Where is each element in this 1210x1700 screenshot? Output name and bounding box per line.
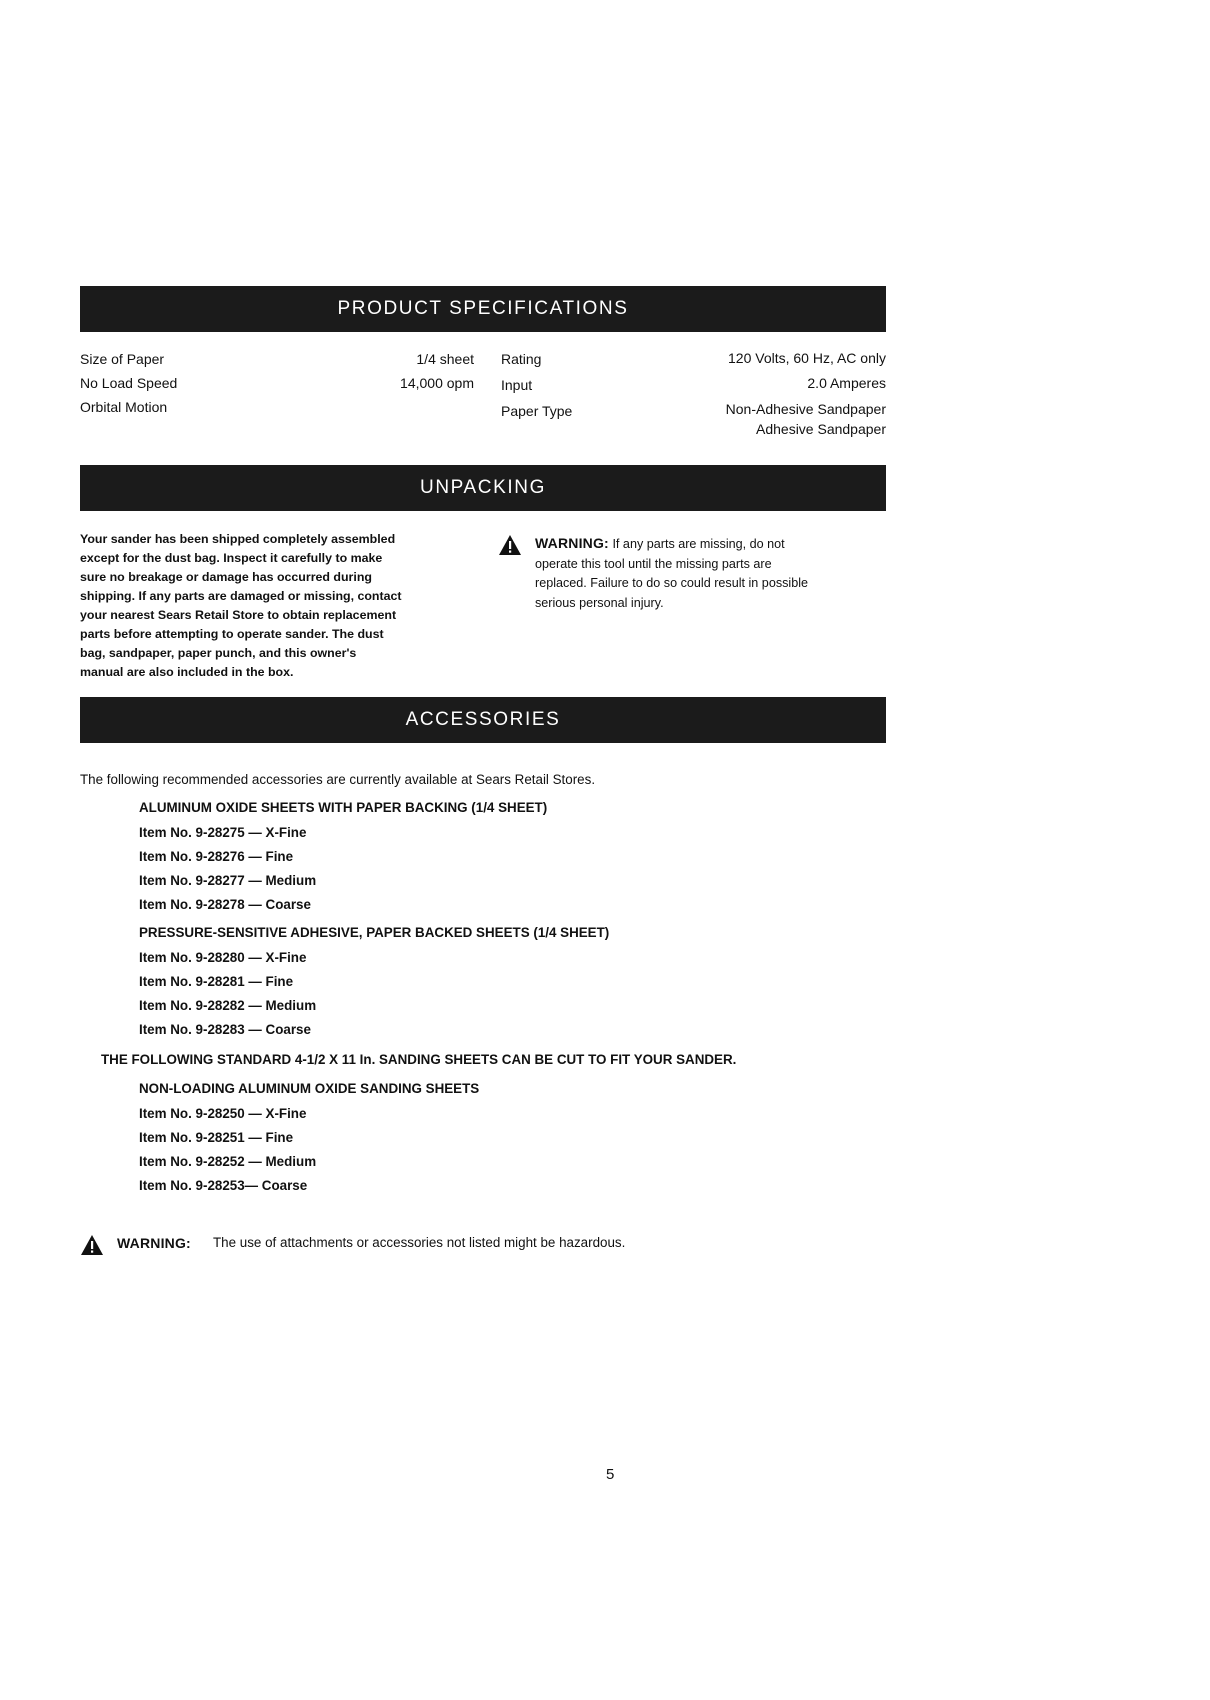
warning-text: replaced. Failure to do so could result in possible: [535, 576, 809, 591]
spec-value: 1/4 sheet: [416, 351, 474, 367]
accessories-header: ACCESSORIES: [80, 697, 886, 743]
accessory-item: Item No. 9-28250 — X-Fine: [139, 1106, 307, 1121]
specs-right-values: [600, 347, 886, 438]
product-specifications-header: PRODUCT SPECIFICATIONS: [80, 286, 886, 332]
accessory-item: Item No. 9-28283 — Coarse: [139, 1022, 311, 1037]
warning-label: WARNING:: [117, 1235, 191, 1251]
spec-value: 120 Volts, 60 Hz, AC only: [728, 350, 886, 366]
accessory-item: Item No. 9-28280 — X-Fine: [139, 950, 307, 965]
accessories-intro: The following recommended accessories are currently available at Sears Retail Stores.: [80, 772, 596, 787]
page-number: 5: [606, 1466, 615, 1483]
warning-text: operate this tool until the missing parts are: [535, 557, 772, 571]
spec-label: Size of Paper: [80, 351, 165, 367]
accessory-item: Item No. 9-28278 — Coarse: [139, 897, 311, 912]
spec-label: Paper Type: [501, 403, 573, 419]
spec-value: 2.0 Amperes: [807, 375, 886, 391]
accessory-group-heading: NON-LOADING ALUMINUM OXIDE SANDING SHEETS: [139, 1081, 480, 1096]
specs-left-labels: [80, 347, 177, 419]
spec-label: Input: [501, 377, 533, 393]
spec-label: Rating: [501, 351, 542, 367]
warning-text: If any parts are missing, do not: [612, 537, 785, 551]
accessory-item: Item No. 9-28253— Coarse: [139, 1178, 308, 1193]
accessory-item: Item No. 9-28252 — Medium: [139, 1154, 317, 1169]
warning-text: The use of attachments or accessories not listed might be hazardous.: [213, 1235, 626, 1250]
accessory-item: Item No. 9-28281 — Fine: [139, 974, 294, 989]
unpacking-warning: [535, 532, 895, 613]
unpacking-header: UNPACKING: [80, 465, 886, 511]
accessory-item: Item No. 9-28277 — Medium: [139, 873, 317, 888]
warning-icon: [498, 534, 522, 556]
spec-label: Orbital Motion: [80, 399, 168, 415]
accessory-group-heading: ALUMINUM OXIDE SHEETS WITH PAPER BACKING (1/4 SHEET): [139, 800, 548, 815]
accessories-warning: [0, 1231, 1210, 1255]
spec-value: Non-Adhesive Sandpaper: [725, 401, 886, 417]
accessory-item: Item No. 9-28275 — X-Fine: [139, 825, 307, 840]
spec-value: Adhesive Sandpaper: [756, 421, 886, 437]
standard-sheets-note: THE FOLLOWING STANDARD 4-1/2 X 11 In. SANDING SHEETS CAN BE CUT TO FIT YOUR SANDER.: [101, 1052, 737, 1067]
warning-text: serious personal injury.: [535, 595, 664, 610]
specs-right-labels: [501, 347, 572, 423]
accessory-item: Item No. 9-28282 — Medium: [139, 998, 317, 1013]
unpacking-text: Your sander has been shipped completely assembled except for the dust bag. Inspect it carefully to make sure no breakage or damage has occurred during shipping. If any parts are damaged or missing, contact your nearest Sears Retail Store to obtain replacement parts before attempting to operate sander. The dust bag, sandpaper, paper punch, and this owner's manual are also included in the box.: [80, 532, 402, 679]
spec-value: 14,000 opm: [400, 375, 474, 391]
spec-label: No Load Speed: [80, 375, 178, 391]
accessory-item: Item No. 9-28251 — Fine: [139, 1130, 294, 1145]
warning-label: WARNING:: [535, 535, 609, 551]
specs-left-values: [340, 347, 474, 395]
accessory-item: Item No. 9-28276 — Fine: [139, 849, 294, 864]
accessory-group-heading: PRESSURE-SENSITIVE ADHESIVE, PAPER BACKED SHEETS (1/4 SHEET): [139, 925, 610, 940]
